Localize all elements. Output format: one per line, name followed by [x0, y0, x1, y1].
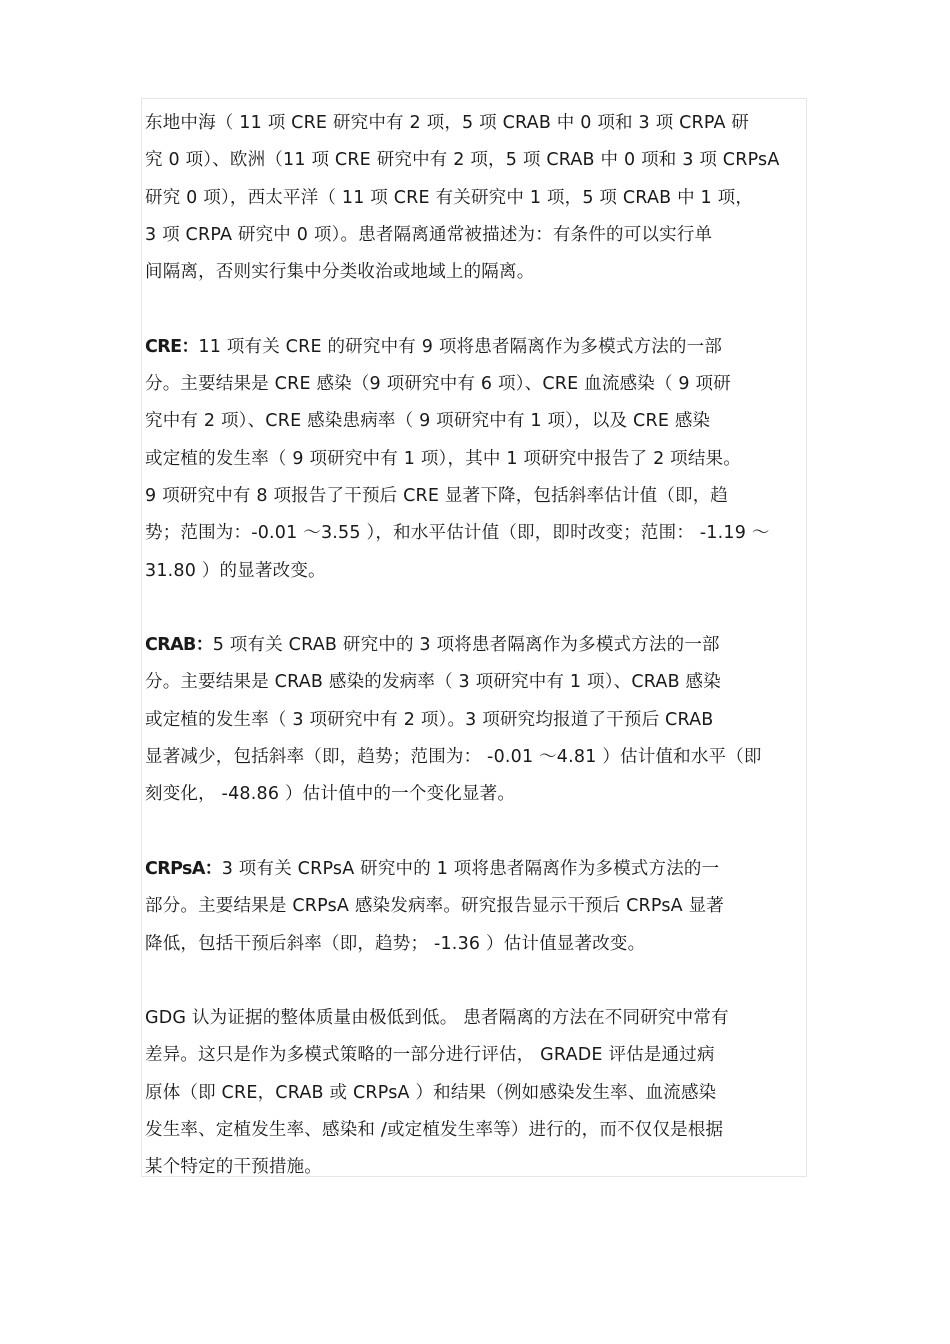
text-line: 原体（即 CRE，CRAB 或 CRPsA ）和结果（例如感染发生率、血流感染 [145, 1082, 717, 1103]
text-line: 发生率、定植发生率、感染和 /或定植发生率等）进行的，而不仅仅是根据 [145, 1120, 724, 1141]
text-line: 31.80 ）的显著改变。 [145, 560, 326, 581]
paragraph-label-crab: CRAB： [145, 635, 213, 656]
text-line: 部分。主要结果是 CRPsA 感染发病率。研究报告显示干预后 CRPsA 显著 [145, 896, 724, 917]
text-line: 东地中海（ 11 项 CRE 研究中有 2 项，5 项 CRAB 中 0 项和 3 项 CRPA 研 [145, 113, 750, 133]
text-line: 间隔离，否则实行集中分类收治或地域上的隔离。 [145, 262, 535, 283]
text-line-first [145, 627, 810, 664]
paragraph-label-cre: CRE： [145, 336, 199, 357]
text-line: 分。主要结果是 CRAB 感染的发病率（ 3 项研究中有 1 项）、CRAB 感染 [145, 672, 721, 693]
text-line: 究 0 项）、欧洲（11 项 CRE 研究中有 2 项，5 项 CRAB 中 0 项和 3 项 CRPsA [145, 150, 780, 171]
text-line: 究中有 2 项）、CRE 感染患病率（ 9 项研究中有 1 项），以及 CRE 感染 [145, 411, 711, 432]
text-line: 3 项 CRPA 研究中 0 项）。患者隔离通常被描述为：有条件的可以实行单 [145, 224, 713, 245]
text-line: 分。主要结果是 CRE 感染（9 项研究中有 6 项）、CRE 血流感染（ 9 项研 [145, 374, 731, 395]
text-line-rest: 11 项有关 CRE 的研究中有 9 项将患者隔离作为多模式方法的一部 [198, 336, 723, 357]
paragraph-crpsa [145, 851, 810, 963]
paragraph-intro [145, 105, 810, 291]
text-line: GDG 认为证据的整体质量由极低到低。 患者隔离的方法在不同研究中常有 [145, 1008, 729, 1029]
text-line: 9 项研究中有 8 项报告了干预后 CRE 显著下降，包括斜率估计值（即，趋 [145, 485, 729, 506]
text-line: 研究 0 项），西太平洋（ 11 项 CRE 有关研究中 1 项，5 项 CRAB 中 1 项， [145, 187, 754, 208]
paragraph-cre [145, 329, 810, 590]
text-line-first [145, 851, 810, 888]
text-line: 或定植的发生率（ 3 项研究中有 2 项）。3 项研究均报道了干预后 CRAB [145, 709, 714, 730]
text-line: 或定植的发生率（ 9 项研究中有 1 项），其中 1 项研究中报告了 2 项结果。 [145, 448, 741, 469]
text-line: 刻变化， -48.86 ）估计值中的一个变化显著。 [145, 784, 516, 805]
text-line-rest: 5 项有关 CRAB 研究中的 3 项将患者隔离作为多模式方法的一部 [212, 635, 720, 656]
text-line: 显著减少，包括斜率（即，趋势；范围为： -0.01 ～4.81 ）估计值和水平（即 [145, 747, 762, 768]
text-line: 某个特定的干预措施。 [145, 1157, 322, 1178]
document-body [145, 105, 810, 1224]
paragraph-label-crpsa: CRPsA： [145, 858, 222, 879]
paragraph-gdg [145, 1000, 810, 1186]
text-line-rest: 3 项有关 CRPsA 研究中的 1 项将患者隔离作为多模式方法的一 [221, 858, 720, 879]
text-line: 差异。这只是作为多模式策略的一部分进行评估， GRADE 评估是通过病 [145, 1045, 715, 1066]
text-line: 降低，包括干预后斜率（即，趋势； -1.36 ）估计值显著改变。 [145, 933, 646, 954]
text-line: 势；范围为：-0.01 ～3.55 ），和水平估计值（即，即时改变；范围： -1.19 ～ [145, 523, 770, 544]
text-line-first [145, 329, 810, 366]
paragraph-crab [145, 627, 810, 813]
